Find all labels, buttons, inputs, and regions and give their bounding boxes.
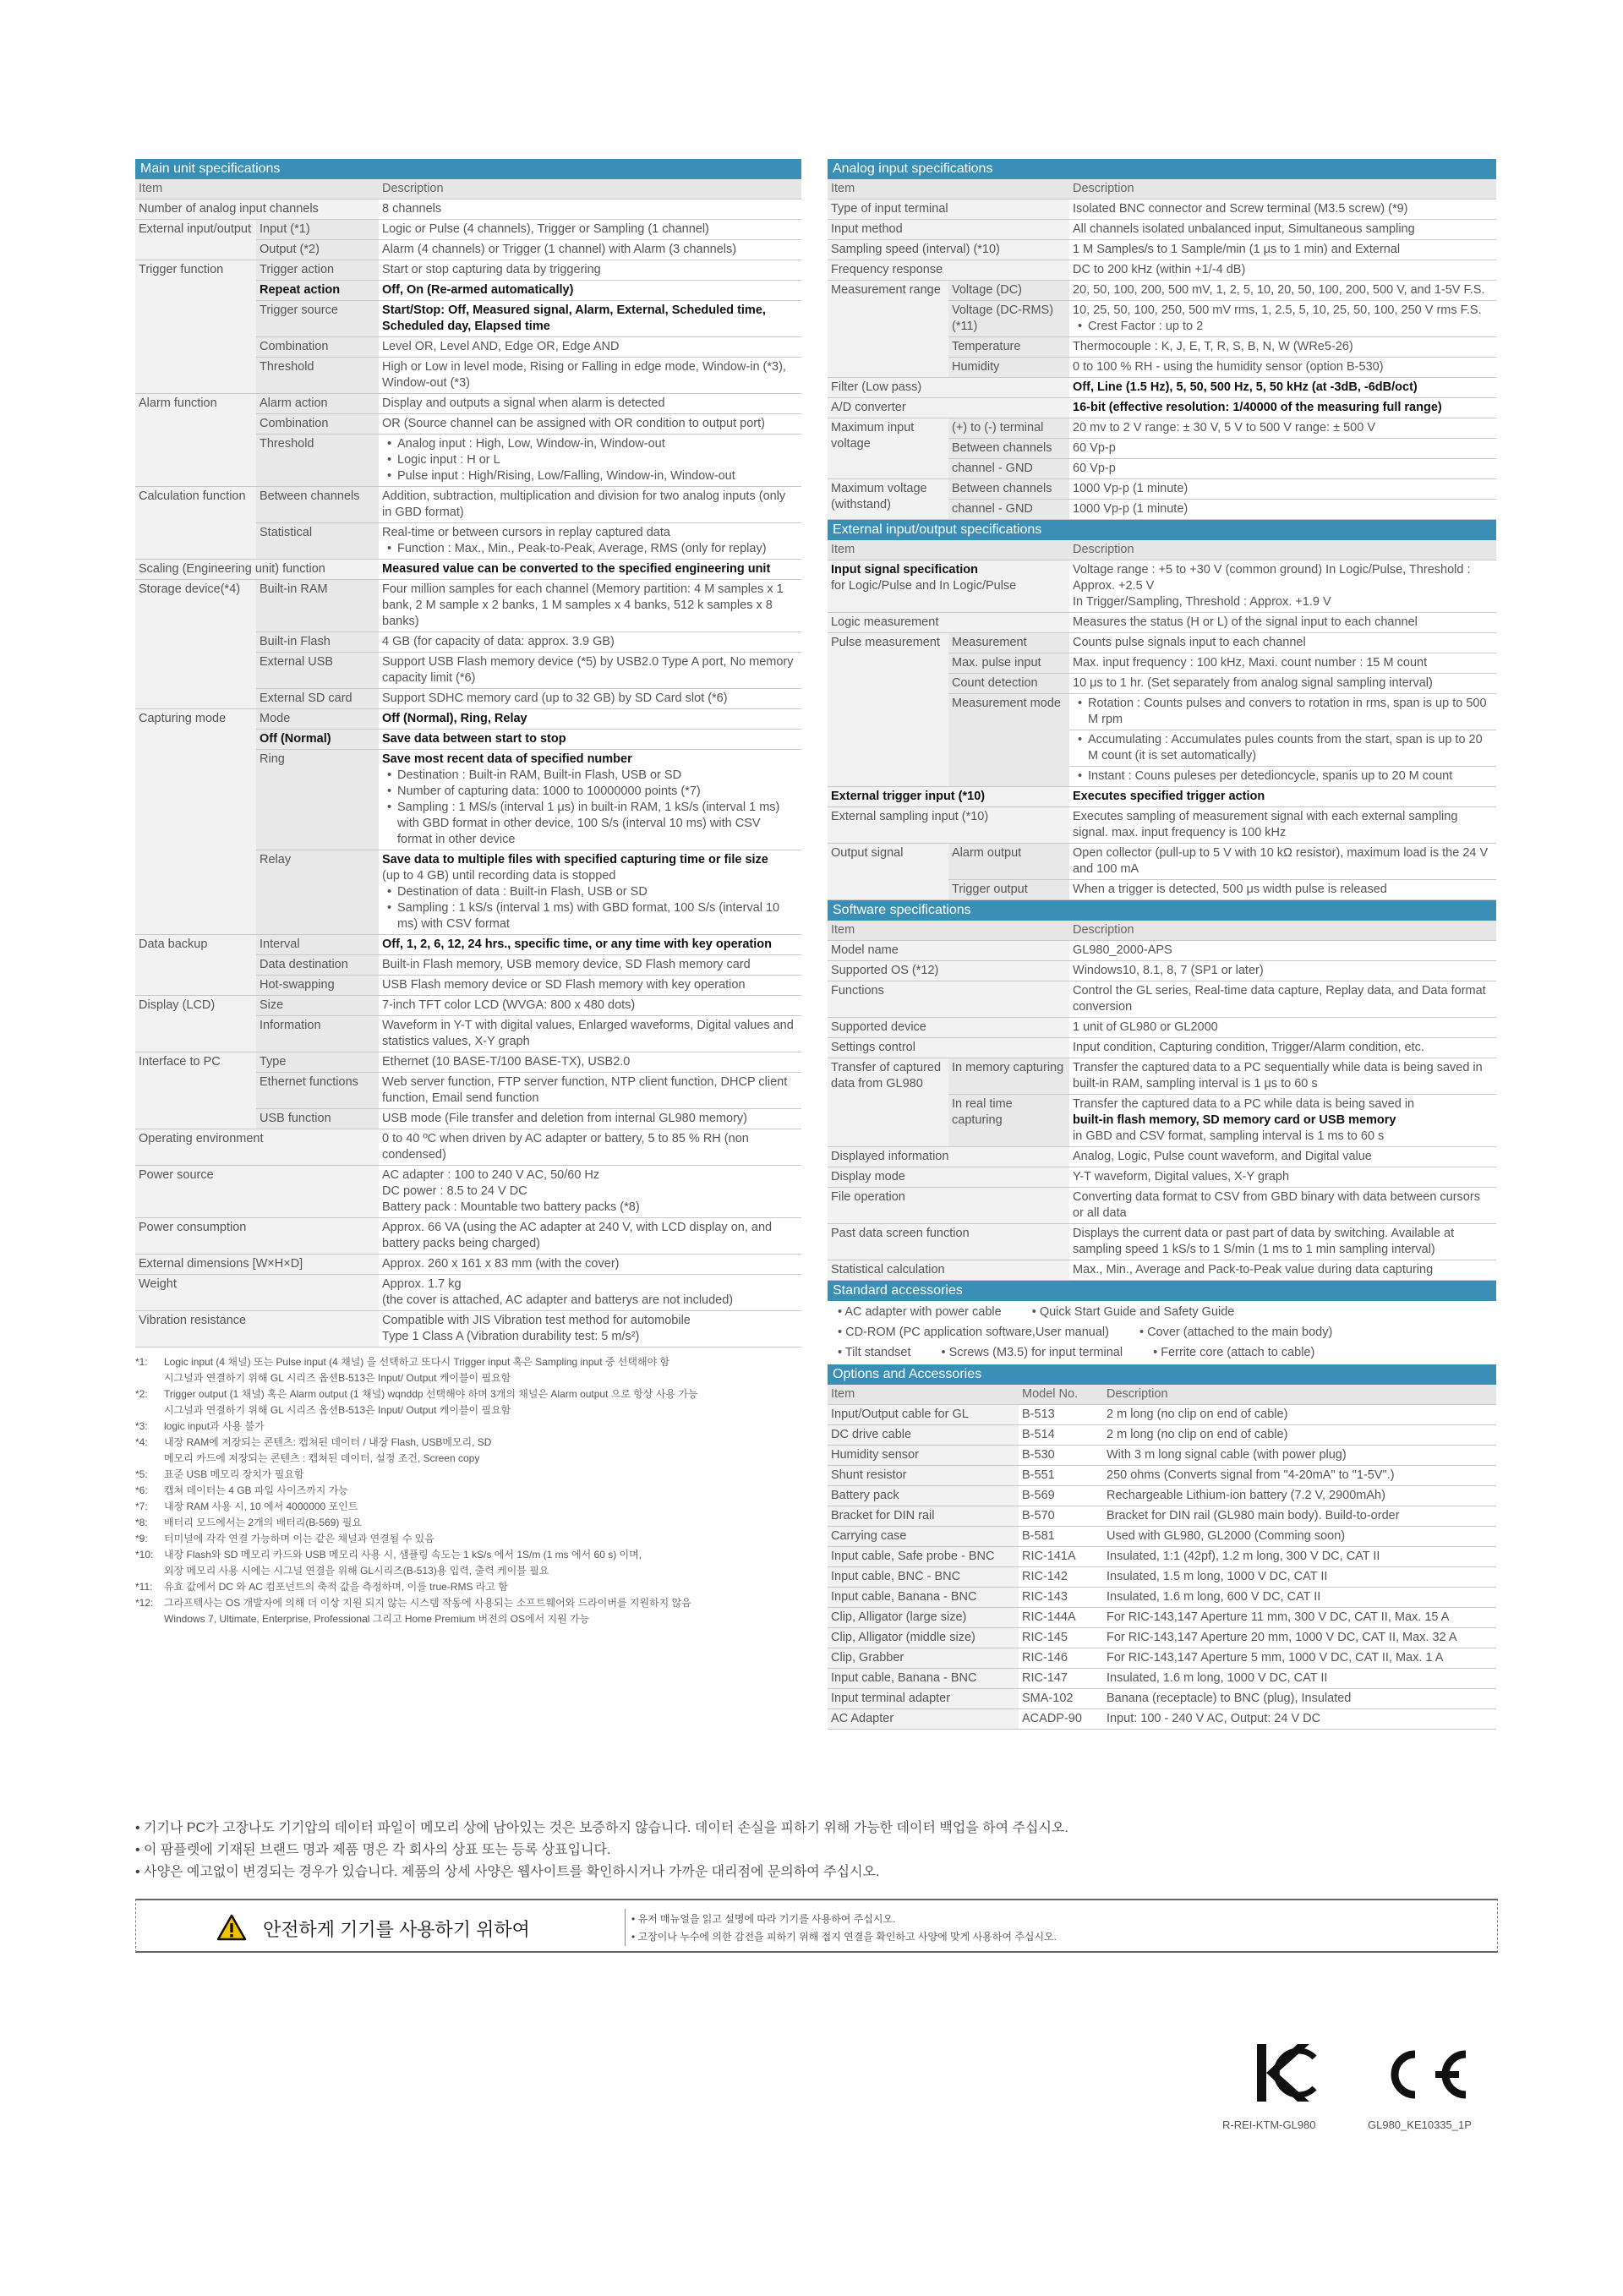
table-row: Input cable, Banana - BNC RIC-147 Insulated, 1.6 m long, 1000 V DC, CAT II <box>828 1669 1496 1689</box>
list-item: • 기기나 PC가 고장나도 기기압의 데이터 파일이 메모리 상에 남아있는 것은 보증하지 않습니다. 데이터 손실을 피하기 위해 가능한 데이터 백업을 하여 주십시오. <box>135 1821 1068 1835</box>
disclaimer-list <box>135 1818 1488 1883</box>
ce-mark-icon <box>1371 2047 1473 2102</box>
table-header: Item Model No. Description <box>828 1385 1496 1405</box>
table-row: Count detection 10 μs to 1 hr. (Set separately from analog signal sampling interval) <box>828 674 1496 694</box>
footnote: *8: 배터리 모드에서는 2개의 배터리(B-569) 필요 <box>135 1517 362 1528</box>
table-row: Frequency response DC to 200 kHz (within +1/-4 dB) <box>828 260 1496 281</box>
footnote: *10: 내장 Flash와 SD 메모리 카드와 USB 메모리 사용 시, 샘플링 속도는 1 kS/s 에서 1S/m (1 ms 에서 60 s) 이며, 외장 메모리 사용 시에는 시그널 연결을 위해 GL시리즈(B-513)용 입력, 출력 케이블 필요 <box>135 1549 642 1577</box>
table-row: Filter (Low pass) Off, Line (1.5 Hz), 5, 50, 500 Hz, 5, 50 kHz (at -3dB, -6dB/oct) <box>828 378 1496 398</box>
table-row: Model name GL980_2000-APS <box>828 941 1496 961</box>
table-row: USB function USB mode (File transfer and deletion from internal GL980 memory) <box>135 1109 801 1129</box>
options-title: Options and Accessories <box>828 1364 1496 1385</box>
standard-accessories-list: • AC adapter with power cable • Quick Start Guide and Safety Guide • CD-ROM (PC application software,User manual) • Cover (attached to the main body) • Tilt standset • Screws (M3.5) for input terminal • Ferrite core (attach to cable) <box>838 1305 1333 1359</box>
table-row: Power source AC adapter : 100 to 240 V AC, 50/60 Hz DC power : 8.5 to 24 V DC Battery pack : Mountable two battery packs (*8) <box>135 1166 801 1218</box>
footnotes <box>135 1354 801 1627</box>
table-row: Type of input terminal Isolated BNC connector and Screw terminal (M3.5 screw) (*9) <box>828 200 1496 220</box>
table-row: Ring Save most recent data of specified number • Destination : Built-in RAM, Built-in Flash, USB or SD • Number of capturing data: 1000 to 10000000 points (*7) • Sampling : 1 MS/s (interval 1 μs) in built-in RAM, 1 kS/s (interval 1 ms) with GBD format in other device, 100 S/s (interval 10 ms) with CSV format in other device <box>135 750 801 850</box>
table-row: Weight Approx. 1.7 kg (the cover is attached, AC adapter and batterys are not included) <box>135 1275 801 1311</box>
table-row: Between channels 60 Vp-p <box>828 439 1496 459</box>
table-row: External dimensions [W×H×D] Approx. 260 x 161 x 83 mm (with the cover) <box>135 1255 801 1275</box>
footnote: *7: 내장 RAM 사용 시, 10 에서 4000000 포인트 <box>135 1501 358 1512</box>
footnote: *11: 유효 값에서 DC 와 AC 컴포넌트의 축적 값을 측정하며, 이를 true-RMS 라고 함 <box>135 1581 508 1593</box>
table-row: Trigger function Trigger action Start or stop capturing data by triggering <box>135 260 801 281</box>
table-header: Item Description <box>828 540 1496 560</box>
table-row: Ethernet functions Web server function, FTP server function, NTP client function, DHCP client function, Email send function <box>135 1073 801 1109</box>
table-row: Past data screen function Displays the current data or past part of data by switching. Available at sampling speed 1 kS/s to 1 S/min (1 ms to 1 min sampling interval) <box>828 1224 1496 1260</box>
footnote: *3: logic input과 사용 불가 <box>135 1420 265 1432</box>
table-row: Alarm function Alarm action Display and outputs a signal when alarm is detected <box>135 394 801 414</box>
table-row: AC Adapter ACADP-90 Input: 100 - 240 V AC, Output: 24 V DC <box>828 1709 1496 1730</box>
footnote: *9: 터미널에 각각 연결 가능하며 이는 같은 채널과 연결될 수 있음 <box>135 1533 434 1544</box>
external-io-table <box>828 540 1496 900</box>
footnote: *2: Trigger output (1 채널) 혹은 Alarm output (1 채널) wqnddp 선택해야 하며 3개의 채널은 Alarm output 으로 항상 사용 가능 시그널과 연결하기 위해 GL 시리즈 옵션B-513은 Input/ Output 케이블이 필요함 <box>135 1388 698 1416</box>
software-title: Software specifications <box>828 900 1496 921</box>
table-row: Input/Output cable for GL B-513 2 m long (no clip on end of cable) <box>828 1405 1496 1425</box>
warning-icon <box>216 1914 247 1941</box>
list-item: • 이 팜플렛에 기재된 브랜드 명과 제품 명은 각 회사의 상표 또는 등록 상표입니다. <box>135 1843 611 1857</box>
table-row: Repeat action Off, On (Re-armed automatically) <box>135 281 801 301</box>
table-row: Settings control Input condition, Capturing condition, Trigger/Alarm condition, etc. <box>828 1038 1496 1058</box>
table-row: Input method All channels isolated unbalanced input, Simultaneous sampling <box>828 220 1496 240</box>
table-row: Statistical Real-time or between cursors in replay captured data • Function : Max., Min., Peak-to-Peak, Average, RMS (only for replay) <box>135 523 801 560</box>
table-row: Data backup Interval Off, 1, 2, 6, 12, 24 hrs., specific time, or any time with key operation <box>135 935 801 955</box>
table-row: Logic measurement Measures the status (H or L) of the signal input to each channel <box>828 613 1496 633</box>
footnote: *12: 그라프텍사는 OS 개발자에 의해 더 이상 지원 되지 않는 시스템 작동에 사용되는 소프트웨어와 드라이버를 지원하지 않음 Windows 7, Ultimate, Enterprise, Professional 그리고 Home Premium 버전의 OS에서 지원 가능 <box>135 1597 691 1625</box>
table-row: Voltage (DC-RMS) (*11) 10, 25, 50, 100, 250, 500 mV rms, 1, 2.5, 5, 10, 25, 50, 100, 250 V rms F.S. • Crest Factor : up to 2 <box>828 301 1496 337</box>
table-row: Humidity sensor B-530 With 3 m long signal cable (with power plug) <box>828 1446 1496 1466</box>
document-code: GL980_KE10335_1P <box>1368 2118 1472 2131</box>
table-row: Number of analog input channels 8 channels <box>135 200 801 220</box>
table-row: DC drive cable B-514 2 m long (no clip on end of cable) <box>828 1425 1496 1446</box>
footnote: *5: 표준 USB 메모리 장치가 필요함 <box>135 1468 304 1480</box>
table-row: Operating environment 0 to 40 ºC when driven by AC adapter or battery, 5 to 85 % RH (non condensed) <box>135 1129 801 1166</box>
table-row: Displayed information Analog, Logic, Pulse count waveform, and Digital value <box>828 1147 1496 1167</box>
table-row: Output signal Alarm output Open collector (pull-up to 5 V with 10 kΩ resistor), maximum load is the 24 V and 100 mA <box>828 844 1496 880</box>
list-item: • 사양은 예고없이 변경되는 경우가 있습니다. 제품의 상세 사양은 웹사이트를 확인하시거나 가까운 대리점에 문의하여 주십시오. <box>135 1865 880 1879</box>
safety-notice <box>135 1899 1498 1953</box>
analog-input-table <box>828 179 1496 520</box>
divider <box>625 1909 626 1946</box>
table-row: • Accumulating : Accumulates pules counts from the start, span is up to 20 M count (it is set automatically) <box>828 730 1496 767</box>
table-row: Clip, Grabber RIC-146 For RIC-143,147 Aperture 5 mm, 1000 V DC, CAT II, Max. 1 A <box>828 1648 1496 1669</box>
table-row: Capturing mode Mode Off (Normal), Ring, Relay <box>135 709 801 730</box>
table-row: Battery pack B-569 Rechargeable Lithium-ion battery (7.2 V, 2900mAh) <box>828 1486 1496 1506</box>
table-row: Supported OS (*12) Windows10, 8.1, 8, 7 (SP1 or later) <box>828 961 1496 981</box>
kc-certification-code: R-REI-KTM-GL980 <box>1222 2118 1316 2131</box>
table-row: A/D converter 16-bit (effective resolution: 1/40000 of the measuring full range) <box>828 398 1496 418</box>
table-row: Scaling (Engineering unit) function Measured value can be converted to the specified engineering unit <box>135 560 801 580</box>
table-header: Item Description <box>828 179 1496 200</box>
left-column <box>135 159 801 1627</box>
safety-line: • 유저 매뉴얼을 읽고 설명에 따라 기기를 사용하여 주십시오. <box>631 1913 896 1925</box>
table-row: Trigger output When a trigger is detected, 500 μs width pulse is released <box>828 880 1496 900</box>
table-row: Relay Save data to multiple files with specified capturing time or file size (up to 4 GB) until recording data is stopped • Destination of data : Built-in Flash, USB or SD • Sampling : 1 kS/s (interval 1 ms) with GBD format, 100 S/s (interval 10 ms) with CSV format <box>135 850 801 935</box>
table-row: • Instant : Couns puleses per detedioncycle, spanis up to 20 M count <box>828 767 1496 787</box>
table-row: Clip, Alligator (middle size) RIC-145 For RIC-143,147 Aperture 20 mm, 1000 V DC, CAT II, Max. 32 A <box>828 1628 1496 1648</box>
standard-accessories-title: Standard accessories <box>828 1281 1496 1301</box>
main-unit-title: Main unit specifications <box>135 159 801 179</box>
table-row: External USB Support USB Flash memory device (*5) by USB2.0 Type A port, No memory capacity limit (*6) <box>135 653 801 689</box>
table-row: Measurement mode • Rotation : Counts pulses and convers to rotation in rms, span is up to 500 M rpm <box>828 694 1496 730</box>
table-row: Built-in Flash 4 GB (for capacity of data: approx. 3.9 GB) <box>135 632 801 653</box>
table-row: Supported device 1 unit of GL980 or GL2000 <box>828 1018 1496 1038</box>
table-row: Shunt resistor B-551 250 ohms (Converts signal from "4-20mA" to "1-5V".) <box>828 1466 1496 1486</box>
footnote: *1: Logic input (4 채널) 또는 Pulse input (4 채널) 을 선택하고 또다시 Trigger input 혹은 Sampling input 중 선택해야 함 시그널과 연결하기 위해 GL 시리즈 옵션B-513은 Input/ Output 케이블이 필요함 <box>135 1356 670 1384</box>
table-row: Input signal specification for Logic/Pulse and In Logic/Pulse Voltage range : +5 to +30 V (common ground) In Logic/Pulse, Threshold : Approx. +2.5 V In Trigger/Sampling, Threshold : Approx. +1.9 V <box>828 560 1496 613</box>
safety-title: 안전하게 기기를 사용하기 위하여 <box>263 1919 530 1940</box>
table-row: Humidity 0 to 100 % RH - using the humidity sensor (option B-530) <box>828 358 1496 378</box>
table-row: Hot-swapping USB Flash memory device or SD Flash memory with key operation <box>135 976 801 996</box>
table-row: Input cable, BNC - BNC RIC-142 Insulated, 1.5 m long, 1000 V DC, CAT II <box>828 1567 1496 1588</box>
main-unit-table <box>135 179 801 1348</box>
analog-input-title: Analog input specifications <box>828 159 1496 179</box>
table-row: External sampling input (*10) Executes sampling of measurement signal with each external sampling signal. max. input frequency is 100 kHz <box>828 807 1496 844</box>
table-row: Trigger source Start/Stop: Off, Measured signal, Alarm, External, Scheduled time, Scheduled day, Elapsed time <box>135 301 801 337</box>
table-row: Temperature Thermocouple : K, J, E, T, R, S, B, N, W (WRe5-26) <box>828 337 1496 358</box>
table-row: Power consumption Approx. 66 VA (using the AC adapter at 240 V, with LCD display on, and battery packs being charged) <box>135 1218 801 1255</box>
safety-line: • 고장이나 누수에 의한 감전을 피하기 위해 접지 연결을 확인하고 사양에 맞게 사용하여 주십시오. <box>631 1931 1057 1943</box>
table-row: Input cable, Safe probe - BNC RIC-141A Insulated, 1:1 (42pf), 1.2 m long, 300 V DC, CAT II <box>828 1547 1496 1567</box>
table-row: In real time capturing Transfer the captured data to a PC while data is being saved in built-in flash memory, SD memory card or USB memory in GBD and CSV format, sampling interval is 1 ms to 60 s <box>828 1095 1496 1147</box>
table-row: Information Waveform in Y-T with digital values, Enlarged waveforms, Digital values and statistics values, X-Y graph <box>135 1016 801 1052</box>
table-row: Carrying case B-581 Used with GL980, GL2000 (Comming soon) <box>828 1527 1496 1547</box>
table-row: Threshold • Analog input : High, Low, Window-in, Window-out • Logic input : H or L • Pulse input : High/Rising, Low/Falling, Window-in, Window-out <box>135 435 801 487</box>
table-row: External input/output Input (*1) Logic or Pulse (4 channels), Trigger or Sampling (1 channel) <box>135 220 801 240</box>
table-row: Maximum voltage (withstand) Between channels 1000 Vp-p (1 minute) <box>828 479 1496 500</box>
table-row: Clip, Alligator (large size) RIC-144A For RIC-143,147 Aperture 11 mm, 300 V DC, CAT II, Max. 15 A <box>828 1608 1496 1628</box>
table-row: Sampling speed (interval) (*10) 1 M Samples/s to 1 Sample/min (1 μs to 1 min) and External <box>828 240 1496 260</box>
table-row: Calculation function Between channels Addition, subtraction, multiplication and division for two analog inputs (only in GBD format) <box>135 487 801 523</box>
table-row: Threshold High or Low in level mode, Rising or Falling in edge mode, Window-in (*3), Window-out (*3) <box>135 358 801 394</box>
table-header: Item Description <box>828 921 1496 941</box>
table-row: Combination Level OR, Level AND, Edge OR, Edge AND <box>135 337 801 358</box>
table-row: Combination OR (Source channel can be assigned with OR condition to output port) <box>135 414 801 435</box>
options-table <box>828 1385 1496 1730</box>
table-row: Display mode Y-T waveform, Digital values, X-Y graph <box>828 1167 1496 1188</box>
table-row: Input cable, Banana - BNC RIC-143 Insulated, 1.6 m long, 600 V DC, CAT II <box>828 1588 1496 1608</box>
footnote: *6: 캡쳐 데이터는 4 GB 파일 사이즈까지 가능 <box>135 1484 348 1496</box>
table-row: Bracket for DIN rail B-570 Bracket for DIN rail (GL980 main body). Build-to-order <box>828 1506 1496 1527</box>
table-row: Interface to PC Type Ethernet (10 BASE-T/100 BASE-TX), USB2.0 <box>135 1052 801 1073</box>
table-row: Maximum input voltage (+) to (-) terminal 20 mv to 2 V range: ± 30 V, 5 V to 500 V range: ± 500 V <box>828 418 1496 439</box>
table-row: Storage device(*4) Built-in RAM Four million samples for each channel (Memory partition: 4 M samples x 1 bank, 2 M sample x 2 banks, 1 M samples x 4 banks, 512 k samples x 8 banks) <box>135 580 801 632</box>
table-row: Max. pulse input Max. input frequency : 100 kHz, Maxi. count number : 15 M count <box>828 653 1496 674</box>
table-row: Data destination Built-in Flash memory, USB memory device, SD Flash memory card <box>135 955 801 976</box>
kc-mark-icon <box>1255 2041 1318 2105</box>
table-row: Statistical calculation Max., Min., Average and Pack-to-Peak value during data capturing <box>828 1260 1496 1281</box>
table-row: Functions Control the GL series, Real-time data capture, Replay data, and Data format conversion <box>828 981 1496 1018</box>
table-header: Item Description <box>135 179 801 200</box>
table-row: External trigger input (*10) Executes specified trigger action <box>828 787 1496 807</box>
table-row: External SD card Support SDHC memory card (up to 32 GB) by SD Card slot (*6) <box>135 689 801 709</box>
table-row: channel - GND 1000 Vp-p (1 minute) <box>828 500 1496 520</box>
external-io-title: External input/output specifications <box>828 520 1496 540</box>
table-row: Output (*2) Alarm (4 channels) or Trigger (1 channel) with Alarm (3 channels) <box>135 240 801 260</box>
table-row: Off (Normal) Save data between start to stop <box>135 730 801 750</box>
table-row: Pulse measurement Measurement Counts pulse signals input to each channel <box>828 633 1496 653</box>
table-row: Vibration resistance Compatible with JIS Vibration test method for automobile Type 1 Class A (Vibration durability test: 5 m/s²) <box>135 1311 801 1348</box>
table-row: Transfer of captured data from GL980 In memory capturing Transfer the captured data to a PC sequentially while data is being saved in built-in RAM, sampling interval is 1 μs to 60 s <box>828 1058 1496 1095</box>
table-row: File operation Converting data format to CSV from GBD binary with data between cursors or all data <box>828 1188 1496 1224</box>
footnote: *4: 내장 RAM에 저장되는 콘텐츠: 캡쳐된 데이터 / 내장 Flash, USB메모리, SD 메모리 카드에 저장되는 콘텐츠 : 캡쳐된 데이터, 설정 조건, Screen copy <box>135 1436 492 1464</box>
table-row: channel - GND 60 Vp-p <box>828 459 1496 479</box>
table-row: Display (LCD) Size 7-inch TFT color LCD (WVGA: 800 x 480 dots) <box>135 996 801 1016</box>
software-table <box>828 921 1496 1281</box>
table-row: Input terminal adapter SMA-102 Banana (receptacle) to BNC (plug), Insulated <box>828 1689 1496 1709</box>
right-column <box>828 159 1496 1730</box>
table-row: Measurement range Voltage (DC) 20, 50, 100, 200, 500 mV, 1, 2, 5, 10, 20, 50, 100, 200, 500 V, and 1-5V F.S. <box>828 281 1496 301</box>
